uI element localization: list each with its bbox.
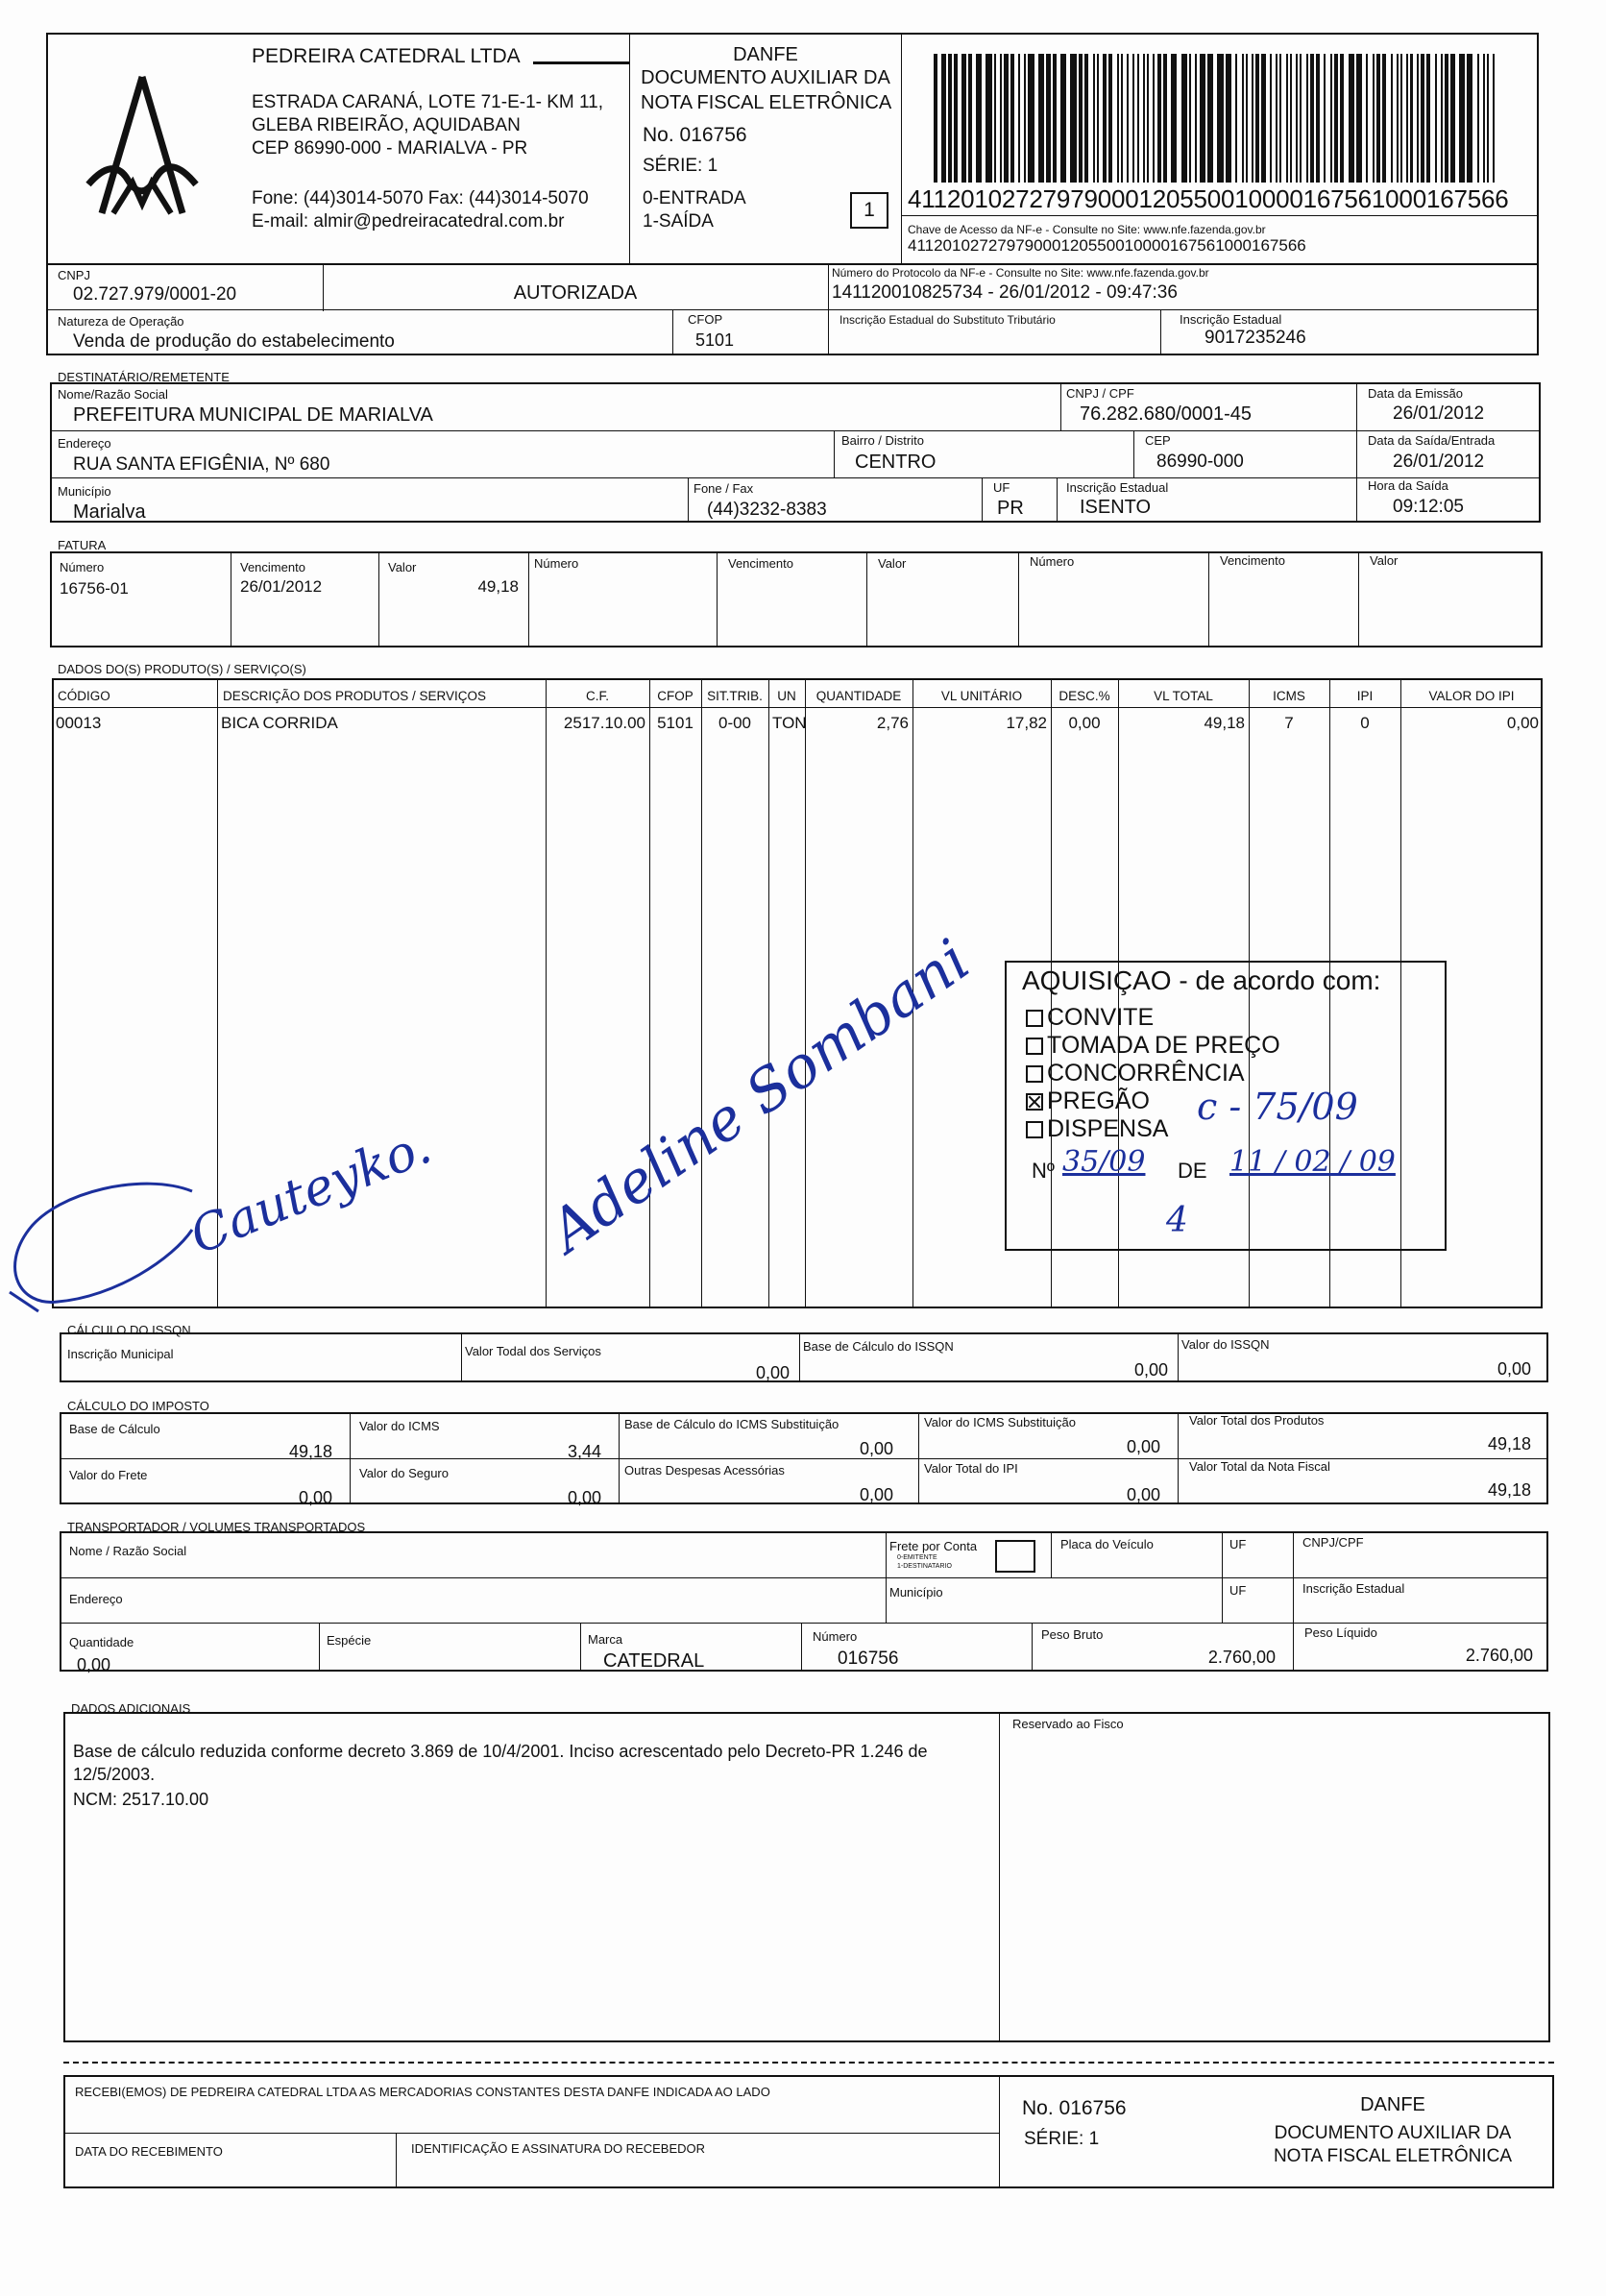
tax-total-products: 49,18 (1487, 1434, 1531, 1453)
issqn-municipal-label: Inscrição Municipal (67, 1347, 174, 1361)
company-address-line1: ESTRADA CARANÁ, LOTE 71-E-1- KM 11, (252, 92, 604, 112)
tax-base-st: 0,00 (859, 1439, 893, 1458)
ipi-total: 0,00 (1126, 1485, 1160, 1504)
checkbox-icon (1026, 1093, 1043, 1111)
exit-time: 09:12:05 (1393, 497, 1464, 517)
stamp-option-label: CONCORRÊNCIA (1047, 1060, 1245, 1087)
products-header-cell: IPI (1356, 689, 1374, 703)
invoice-value-label-3: Valor (1370, 553, 1399, 568)
tax-section-title: CÁLCULO DO IMPOSTO (67, 1399, 209, 1413)
vehicle-uf-label: UF (1229, 1537, 1247, 1551)
invoice-number-label: Número (60, 560, 105, 574)
stamp-option-label: PREGÃO (1047, 1087, 1150, 1114)
stamp-option (1026, 1031, 1280, 1060)
stamp-option-label: TOMADA DE PREÇO (1047, 1032, 1280, 1059)
protocol-value: 141120010825734 - 26/01/2012 - 09:47:36 (832, 282, 1178, 303)
st-ie-label: Inscrição Estadual do Substituto Tributário (840, 313, 1056, 327)
invoice-due-label: Vencimento (240, 560, 305, 574)
stub-series: SÉRIE: 1 (1024, 2129, 1100, 2149)
stamp-option-label: CONVITE (1047, 1004, 1155, 1031)
recipient-cnpj-label: CNPJ / CPF (1066, 386, 1134, 401)
company-address-line2: GLEBA RIBEIRÃO, AQUIDABAN (252, 115, 521, 135)
danfe-number: No. 016756 (643, 124, 747, 146)
stamp-option (1026, 1087, 1150, 1115)
issue-date-label: Data da Emissão (1368, 386, 1463, 401)
products-cell: 0,00 (1506, 714, 1539, 732)
issqn-services-label: Valor Todal dos Serviços (465, 1344, 601, 1358)
recipient-ie-label: Inscrição Estadual (1066, 480, 1169, 495)
checkbox-icon (1026, 1121, 1043, 1138)
products-cell: 49,18 (1204, 714, 1245, 732)
receipt-statement: RECEBI(EMOS) DE PEDREIRA CATEDRAL LTDA AS MERCADORIAS CONSTANTES DESTA DANFE INDICADA AO LADO (75, 2085, 770, 2099)
protocol-label: Número do Protocolo da NF-e - Consulte no Site: www.nfe.fazenda.gov.br (832, 266, 1209, 280)
recipient-district: CENTRO (855, 452, 937, 473)
checkbox-icon (1026, 1038, 1043, 1055)
cnpj-value: 02.727.979/0001-20 (73, 284, 237, 305)
carrier-city-label: Município (889, 1585, 943, 1600)
vehicle-plate-label: Placa do Veículo (1060, 1537, 1154, 1551)
transport-box (60, 1531, 1548, 1672)
stamp-option (1026, 1114, 1168, 1143)
recipient-cep: 86990-000 (1156, 452, 1244, 472)
invoice-value: 49,18 (477, 577, 519, 596)
products-header-cell: CFOP (657, 689, 694, 703)
stamp-date: 11 / 02 / 09 (1229, 1145, 1396, 1179)
products-cell: 0 (1360, 714, 1370, 732)
products-cell: 17,82 (1006, 714, 1047, 732)
recipient-section-title: DESTINATÁRIO/REMETENTE (58, 370, 230, 384)
volume-brand: CATEDRAL (603, 1650, 705, 1672)
gross-weight: 2.760,00 (1207, 1648, 1276, 1667)
carrier-cnpj-label: CNPJ/CPF (1302, 1535, 1364, 1550)
invoice-value-label-2: Valor (878, 556, 907, 571)
products-cell: 0,00 (1068, 714, 1101, 732)
company-phone: Fone: (44)3014-5070 Fax: (44)3014-5070 (252, 188, 589, 208)
products-cell: 00013 (56, 714, 102, 732)
invoice-value-label: Valor (388, 560, 417, 574)
volume-brand-label: Marca (588, 1632, 623, 1647)
issqn-base-label: Base de Cálculo do ISSQN (803, 1339, 954, 1354)
products-cell: 7 (1284, 714, 1294, 732)
carrier-address-label: Endereço (69, 1592, 123, 1606)
danfe-type: 1 (864, 199, 875, 221)
access-key-barcode (934, 54, 1498, 183)
receipt-signature-label: IDENTIFICAÇÃO E ASSINATURA DO RECEBEDOR (411, 2141, 706, 2156)
recipient-district-label: Bairro / Distrito (841, 433, 924, 448)
stamp-option-label: DISPENSA (1047, 1115, 1169, 1142)
volume-qty: 0,00 (77, 1655, 111, 1674)
exit-date: 26/01/2012 (1393, 452, 1485, 472)
products-cell: 2517.10.00 (563, 714, 645, 732)
company-logo-icon (85, 69, 200, 223)
invoice-due-label-2: Vencimento (728, 556, 793, 571)
products-header-cell: C.F. (585, 689, 609, 703)
freight-mode-box (995, 1540, 1035, 1573)
ipi-total-label: Valor Total do IPI (924, 1461, 1018, 1476)
freight-mode-label: Frete por Conta (889, 1539, 978, 1553)
recipient-name: PREFEITURA MUNICIPAL DE MARIALVA (73, 404, 433, 426)
products-header-cell: CÓDIGO (58, 689, 110, 703)
recipient-ie: ISENTO (1080, 497, 1152, 518)
other-expenses-label: Outras Despesas Acessórias (624, 1463, 785, 1478)
tax-icms-st: 0,00 (1126, 1437, 1160, 1456)
recipient-name-label: Nome/Razão Social (58, 387, 168, 402)
stamp-option (1026, 1003, 1154, 1032)
stub-danfe: DANFE (1360, 2094, 1425, 2115)
tax-icms: 3,44 (567, 1442, 601, 1461)
freight-mode-option-1: 0-EMITENTE (897, 1554, 937, 1561)
products-cell: 2,76 (876, 714, 909, 732)
invoice-total-label: Valor Total da Nota Fiscal (1189, 1459, 1330, 1474)
fisco-reserved-label: Reservado ao Fisco (1012, 1717, 1124, 1731)
company-name: PEDREIRA CATEDRAL LTDA (252, 45, 521, 67)
tax-base-label: Base de Cálculo (69, 1422, 160, 1436)
stamp-number: 35/09 (1062, 1145, 1146, 1179)
additional-text-2: 12/5/2003. (73, 1765, 156, 1784)
recipient-city-label: Município (58, 484, 111, 499)
recipient-uf-label: UF (993, 480, 1010, 495)
stamp-option (1026, 1059, 1245, 1087)
products-header-cell: VL TOTAL (1154, 689, 1213, 703)
products-cell: 5101 (657, 714, 694, 732)
gross-weight-label: Peso Bruto (1041, 1627, 1104, 1642)
stub-number: No. 016756 (1022, 2097, 1127, 2119)
danfe-subtitle-2: NOTA FISCAL ELETRÔNICA (641, 92, 892, 113)
danfe-entrada: 0-ENTRADA (643, 188, 746, 208)
products-header-cell: VALOR DO IPI (1428, 689, 1515, 703)
access-key-number: 41120102727979000120550010000167561000167566 (908, 184, 1509, 213)
status-value: AUTORIZADA (513, 282, 638, 304)
signature-2: Adeline Sombani (538, 926, 983, 1266)
products-cell: BICA CORRIDA (221, 714, 338, 732)
tax-icms-st-label: Valor do ICMS Substituição (924, 1415, 1076, 1429)
products-header-cell: ICMS (1273, 689, 1305, 703)
recipient-cep-label: CEP (1145, 433, 1171, 448)
signature-1: Cauteyko. (182, 1117, 440, 1266)
issqn-value: 0,00 (1496, 1359, 1531, 1379)
other-expenses: 0,00 (859, 1485, 893, 1504)
invoice-number-label-2: Número (534, 556, 579, 571)
products-header-cell: QUANTIDADE (815, 689, 902, 703)
cnpj-label: CNPJ (58, 268, 90, 282)
checkbox-icon (1026, 1010, 1043, 1027)
recipient-address: RUA SANTA EFIGÊNIA, Nº 680 (73, 454, 330, 475)
invoice-number: 16756-01 (60, 579, 129, 598)
issqn-value-label: Valor do ISSQN (1181, 1337, 1270, 1352)
stub-subtitle-2: NOTA FISCAL ELETRÔNICA (1273, 2146, 1513, 2166)
exit-time-label: Hora da Saída (1368, 478, 1448, 493)
danfe-saida: 1-SAÍDA (643, 211, 714, 232)
volume-number-label: Número (813, 1629, 858, 1644)
invoice-section-title: FATURA (58, 538, 107, 552)
volume-qty-label: Quantidade (69, 1635, 134, 1649)
company-email: E-mail: almir@pedreiracatedral.com.br (252, 211, 565, 232)
access-key-number-small: 41120102727979000120550010000167561000167566 (908, 236, 1306, 255)
checkbox-icon (1026, 1065, 1043, 1083)
stamp-title: AQUISIÇAO - de acordo com: (1022, 965, 1381, 995)
access-key-label: Chave de Acesso da NF-e - Consulte no Site: www.nfe.fazenda.gov.br (908, 223, 1266, 236)
issqn-section-title: CÁLCULO DO ISSQN (67, 1323, 191, 1337)
issqn-services: 0,00 (755, 1363, 790, 1382)
danfe-series: SÉRIE: 1 (643, 156, 718, 176)
cfop-value: 5101 (695, 330, 735, 350)
products-section-title: DADOS DO(S) PRODUTO(S) / SERVIÇO(S) (58, 662, 306, 676)
net-weight-label: Peso Líquido (1304, 1625, 1377, 1640)
volume-number: 016756 (838, 1649, 899, 1669)
stamp-handwritten-ref: c - 75/09 (1197, 1086, 1358, 1128)
ie-label: Inscrição Estadual (1180, 312, 1282, 327)
net-weight: 2.760,00 (1465, 1646, 1533, 1665)
issqn-base: 0,00 (1133, 1360, 1168, 1380)
insurance-label: Valor do Seguro (359, 1466, 449, 1480)
products-header-cell: SIT.TRIB. (707, 689, 763, 703)
stamp-date-label: DE (1178, 1159, 1207, 1183)
tax-icms-label: Valor do ICMS (359, 1419, 440, 1433)
transport-section-title: TRANSPORTADOR / VOLUMES TRANSPORTADOS (67, 1520, 366, 1534)
additional-text-3: NCM: 2517.10.00 (73, 1790, 209, 1809)
freight-value: 0,00 (298, 1488, 332, 1507)
recipient-city: Marialva (73, 501, 146, 523)
recipient-phone-label: Fone / Fax (694, 481, 754, 496)
carrier-ie-label: Inscrição Estadual (1302, 1581, 1405, 1596)
recipient-uf: PR (997, 498, 1024, 519)
operation-nature-label: Natureza de Operação (58, 314, 184, 329)
products-header-cell: DESCRIÇÃO DOS PRODUTOS / SERVIÇOS (223, 689, 487, 703)
danfe-subtitle-1: DOCUMENTO AUXILIAR DA (641, 67, 890, 88)
tax-base: 49,18 (288, 1442, 332, 1461)
tax-base-st-label: Base de Cálculo do ICMS Substituição (624, 1417, 840, 1431)
recipient-cnpj: 76.282.680/0001-45 (1080, 403, 1253, 425)
receipt-date-label: DATA DO RECEBIMENTO (75, 2144, 223, 2159)
insurance-value: 0,00 (567, 1488, 601, 1507)
products-header-cell: DESC.% (1058, 689, 1110, 703)
ie-value: 9017235246 (1204, 328, 1306, 348)
products-header-cell: UN (777, 689, 796, 703)
issue-date: 26/01/2012 (1393, 403, 1485, 424)
stamp-page-number: 4 (1166, 1201, 1188, 1240)
operation-nature-value: Venda de produção do estabelecimento (73, 331, 395, 352)
additional-section-title: DADOS ADICIONAIS (71, 1701, 191, 1716)
products-cell: TON (772, 714, 807, 732)
carrier-uf-label: UF (1229, 1583, 1247, 1598)
recipient-phone: (44)3232-8383 (707, 500, 827, 520)
products-cell: 0-00 (718, 714, 752, 732)
invoice-number-label-3: Número (1030, 554, 1075, 569)
freight-label: Valor do Frete (69, 1468, 148, 1482)
cfop-label: CFOP (688, 312, 723, 327)
freight-mode-option-2: 1-DESTINATARIO (897, 1563, 952, 1570)
recipient-address-label: Endereço (58, 436, 111, 451)
stub-subtitle-1: DOCUMENTO AUXILIAR DA (1274, 2123, 1512, 2143)
tax-total-products-label: Valor Total dos Produtos (1189, 1413, 1325, 1428)
invoice-due: 26/01/2012 (240, 577, 323, 596)
cut-line (63, 2062, 1554, 2064)
invoice-total: 49,18 (1487, 1480, 1531, 1500)
exit-date-label: Data da Saída/Entrada (1368, 433, 1496, 448)
carrier-name-label: Nome / Razão Social (69, 1544, 187, 1558)
additional-text-1: Base de cálculo reduzida conforme decreto 3.869 de 10/4/2001. Inciso acrescentado pelo Decreto-PR 1.246 de (73, 1742, 928, 1761)
invoice-due-label-3: Vencimento (1220, 553, 1285, 568)
volume-species-label: Espécie (327, 1633, 372, 1648)
stamp-number-label: Nº (1032, 1159, 1055, 1183)
company-cep: CEP 86990-000 - MARIALVA - PR (252, 138, 528, 159)
danfe-title: DANFE (733, 44, 798, 65)
products-header-cell: VL UNITÁRIO (940, 689, 1023, 703)
